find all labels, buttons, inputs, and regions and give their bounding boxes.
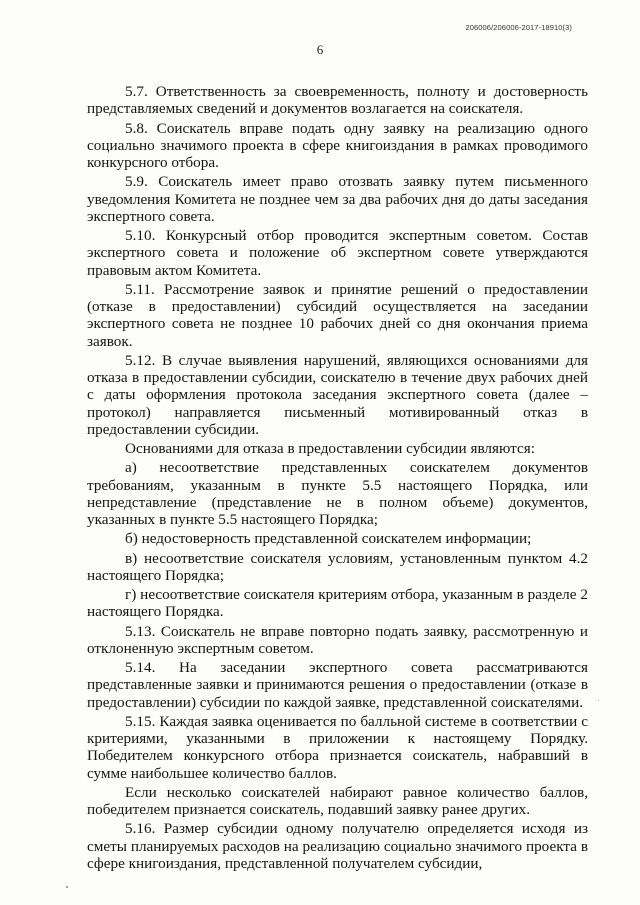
paragraph-refusal-grounds: Основаниями для отказа в предоставлении субсидии являются: <box>125 440 535 457</box>
paragraph-5-7: 5.7. Ответственность за своевременность, полноту и достоверность представляемых сведений и документов возлагается на соискателя. <box>87 83 588 118</box>
paragraph-5-13: 5.13. Соискатель не вправе повторно подать заявку, рассмотренную и отклоненную экспертным советом. <box>87 622 588 657</box>
scan-speck <box>66 886 68 888</box>
document-body <box>87 83 588 872</box>
paragraph-5-15: 5.15. Каждая заявка оценивается по балльной системе в соответствии с критериями, указанными в приложении к настоящему Порядку. Победителем конкурсного отбора признается соискатель, набравший в сумме наибольшее количество баллов. <box>87 712 588 782</box>
paragraph-equal-score: Если несколько соискателей набирают равное количество баллов, победителем признается соискатель, подавший заявку ранее других. <box>87 783 588 818</box>
paragraph-5-11: 5.11. Рассмотрение заявок и принятие решений о предоставлении (отказе в предоставлении) субсидий осуществляется на заседании экспертного совета не позднее 10 рабочих дней со дня окончания приема заявок. <box>87 280 588 350</box>
paragraph-5-12: 5.12. В случае выявления нарушений, являющихся основаниями для отказа в предоставлении субсидии, соискателю в течение двух рабочих дней с даты оформления протокола заседания экспертного совета (далее – протокол) направляется письменный мотивированный отказ в предоставлении субсидии. <box>87 351 588 438</box>
paragraph-5-16: 5.16. Размер субсидии одному получателю определяется исходя из сметы планируемых расходов на реализацию социально значимого проекта в сфере книгоиздания, представленной получателем субсидии, <box>87 820 588 872</box>
paragraph-5-10: 5.10. Конкурсный отбор проводится экспертным советом. Состав экспертного совета и положение об экспертном совете утверждаются правовым актом Комитета. <box>87 227 588 279</box>
list-item-b: б) недостоверность представленной соискателем информации; <box>125 530 532 548</box>
document-id: 206006/206006-2017-18910(3) <box>465 23 572 32</box>
page-number: 6 <box>316 42 324 57</box>
scan-speck <box>598 700 599 701</box>
list-item-v: в) несоответствие соискателя условиям, установленным пунктом 4.2 настоящего Порядка; <box>87 549 588 584</box>
paragraph-5-9: 5.9. Соискатель имеет право отозвать заявку путем письменного уведомления Комитета не позднее чем за два рабочих дня до даты заседания экспертного совета. <box>87 173 588 225</box>
paragraph-5-14: 5.14. На заседании экспертного совета рассматриваются представленные заявки и принимаются решения о предоставлении (отказе в предоставлении) субсидии по каждой заявке, представленной соискателями. <box>87 659 588 711</box>
list-item-a: а) несоответствие представленных соискателем документов требованиям, указанным в пункте 5.5 настоящего Порядка, или непредставление (представление не в полном объеме) документов, указанных в пункте 5.5 настоящего Порядка; <box>87 459 588 528</box>
paragraph-5-8: 5.8. Соискатель вправе подать одну заявку на реализацию одного социально значимого проекта в сфере книгоиздания в рамках проводимого конкурсного отбора. <box>87 119 588 171</box>
list-item-g: г) несоответствие соискателя критериям отбора, указанным в разделе 2 настоящего Порядка. <box>87 586 588 621</box>
